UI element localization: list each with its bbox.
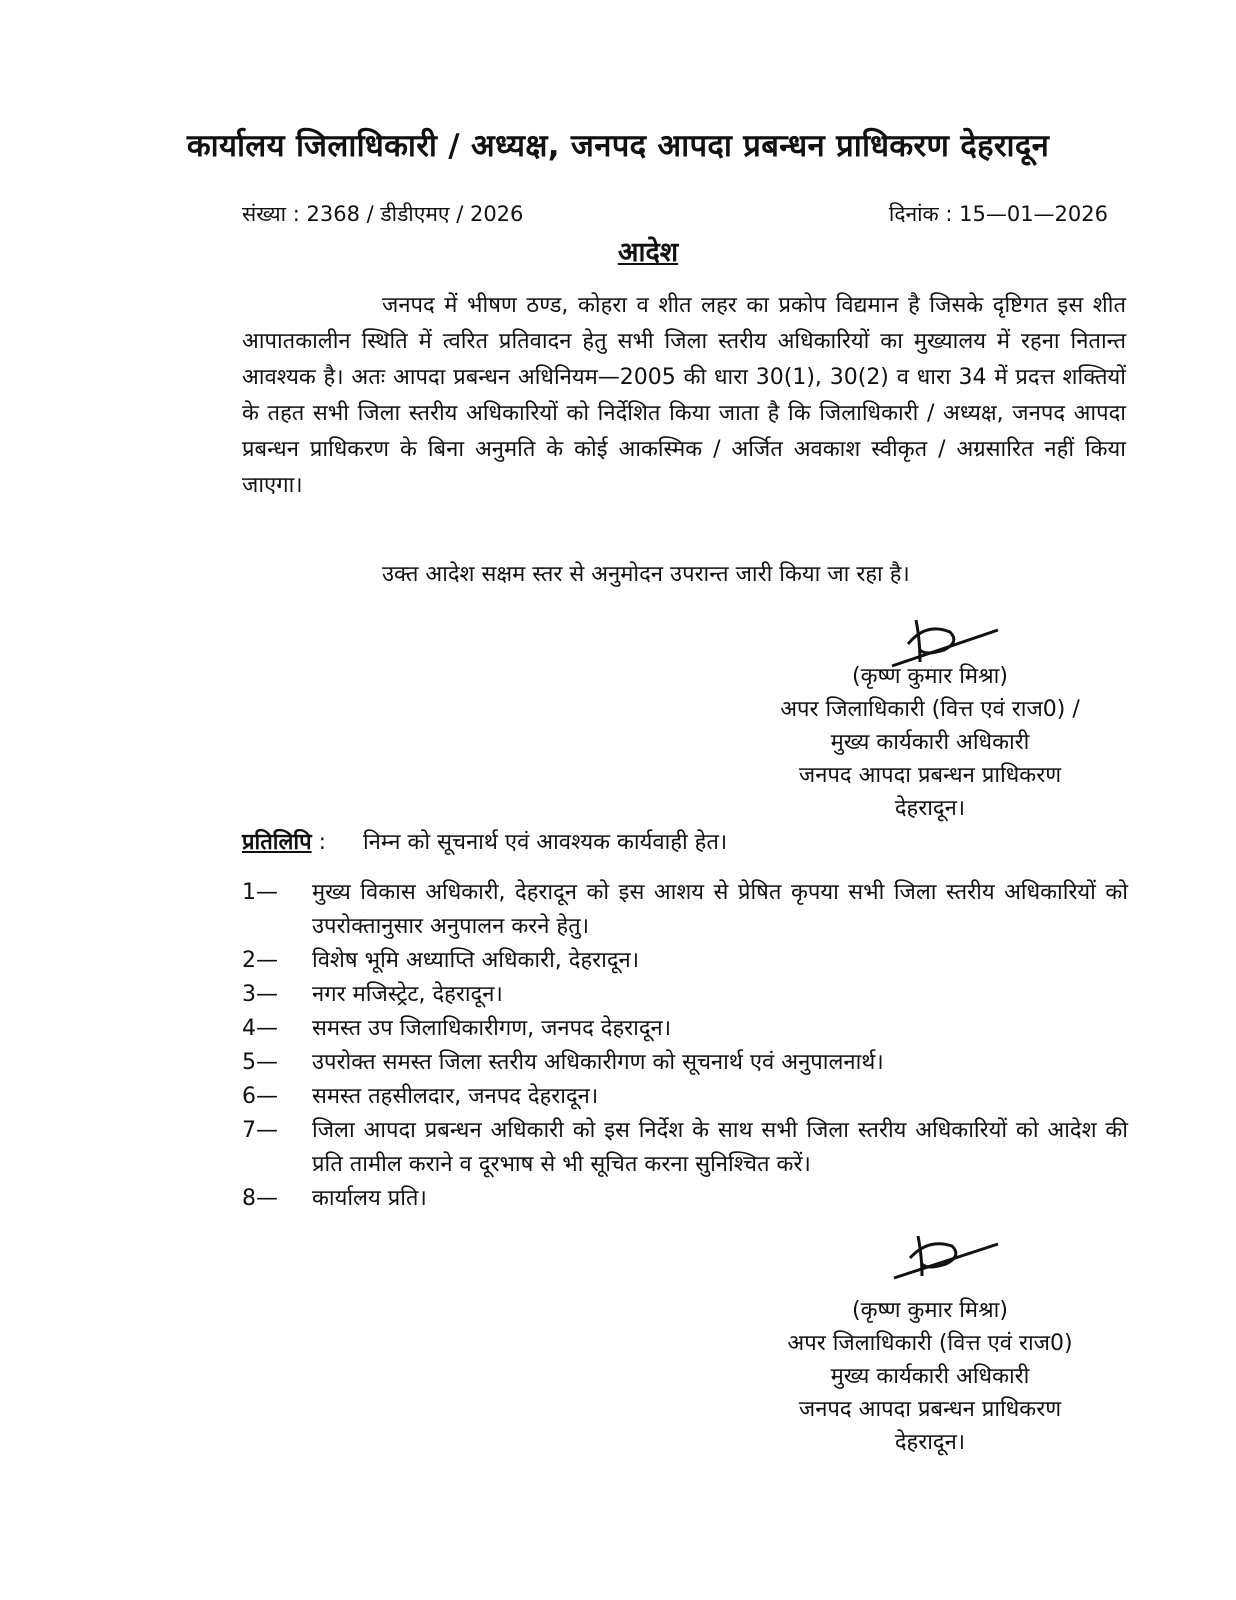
- list-text: नगर मजिस्ट्रेट, देहरादून।: [312, 982, 503, 1007]
- list-number: 5—: [242, 1050, 278, 1075]
- list-item: [242, 1080, 1128, 1114]
- list-item: [242, 876, 1128, 944]
- signatory-block-2: [720, 1294, 1140, 1459]
- list-number: 4—: [242, 1016, 278, 1041]
- list-item: [242, 1114, 1128, 1182]
- reference-number: संख्या : 2368 / डीडीएमए / 2026: [242, 202, 524, 226]
- signatory-designation: अपर जिलाधिकारी (वित्त एवं राज0) /: [780, 697, 1080, 722]
- list-text: कार्यालय प्रति।: [312, 1186, 427, 1211]
- list-item: [242, 1012, 1128, 1046]
- signature-2: [886, 1228, 1006, 1292]
- list-text: उपरोक्त समस्त जिला स्तरीय अधिकारीगण को सूचनार्थ एवं अनुपालनार्थ।: [312, 1050, 884, 1075]
- list-text: समस्त उप जिलाधिकारीगण, जनपद देहरादून।: [312, 1016, 672, 1041]
- list-item: [242, 1182, 1128, 1216]
- list-number: 8—: [242, 1186, 278, 1211]
- list-text: मुख्य विकास अधिकारी, देहरादून को इस आशय से प्रेषित कृपया सभी जिला स्तरीय अधिकारियों को उपरोक्तानुसार अनुपालन करने हेतु।: [312, 880, 1128, 939]
- list-number: 7—: [242, 1118, 278, 1143]
- signatory-designation: अपर जिलाधिकारी (वित्त एवं राज0): [787, 1331, 1073, 1356]
- order-date: दिनांक : 15—01—2026: [888, 202, 1108, 226]
- signatory-designation: मुख्य कार्यकारी अधिकारी: [830, 1364, 1030, 1389]
- list-number: 3—: [242, 982, 278, 1007]
- order-heading: आदेश: [617, 237, 679, 268]
- list-number: 2—: [242, 948, 278, 973]
- order-body: जनपद में भीषण ठण्ड, कोहरा व शीत लहर का प्रकोप विद्यमान है जिसके दृष्टिगत इस शीत आपातकालीन स्थिति में त्वरित प्रतिवादन हेतु सभी जिला स्तरीय अधिकारियों का मुख्यालय में रहना नितान्त आवश्यक है। अतः आपदा प्रबन्धन अधिनियम—2005 की धारा 30(1), 30(2) व धारा 34 में प्रदत्त शक्तियों के तहत सभी जिला स्तरीय अधिकारियों को निर्देशित किया जाता है कि जिलाधिकारी / अध्यक्ष, जनपद आपदा प्रबन्धन प्राधिकरण के बिना अनुमति के कोई आकस्मिक / अर्जित अवकाश स्वीकृत / अग्रसारित नहीं किया जाएगा।: [242, 293, 1126, 498]
- list-item: [242, 944, 1128, 978]
- list-text: विशेष भूमि अध्याप्ति अधिकारी, देहरादून।: [312, 948, 640, 973]
- signatory-name: (कृष्ण कुमार मिश्रा): [852, 1298, 1008, 1323]
- signatory-place: देहरादून।: [894, 796, 966, 821]
- signatory-designation: मुख्य कार्यकारी अधिकारी: [830, 730, 1030, 755]
- list-item: [242, 1046, 1128, 1080]
- copy-line: [242, 826, 727, 856]
- list-text: जिला आपदा प्रबन्धन अधिकारी को इस निर्देश के साथ सभी जिला स्तरीय अधिकारियों को आदेश की प्रति तामील कराने व दूरभाष से भी सूचित करना सुनिश्चित करें।: [312, 1118, 1128, 1177]
- signatory-name: (कृष्ण कुमार मिश्रा): [852, 664, 1008, 689]
- copy-list: [242, 876, 1128, 1216]
- list-item: [242, 978, 1128, 1012]
- office-title: कार्यालय जिलाधिकारी / अध्यक्ष, जनपद आपदा प्रबन्धन प्राधिकरण देहरादून: [186, 128, 1050, 164]
- signatory-designation: जनपद आपदा प्रबन्धन प्राधिकरण: [798, 1397, 1062, 1422]
- list-number: 1—: [242, 880, 278, 905]
- copy-intro: निम्न को सूचनार्थ एवं आवश्यक कार्यवाही हेत।: [362, 830, 728, 855]
- signatory-place: देहरादून।: [894, 1430, 966, 1455]
- copy-label: प्रतिलिपि: [242, 830, 312, 855]
- signatory-designation: जनपद आपदा प्रबन्धन प्राधिकरण: [798, 763, 1062, 788]
- signatory-block-1: [720, 660, 1140, 825]
- list-text: समस्त तहसीलदार, जनपद देहरादून।: [312, 1084, 599, 1109]
- copy-separator: :: [311, 830, 333, 855]
- list-number: 6—: [242, 1084, 278, 1109]
- approval-note: उक्त आदेश सक्षम स्तर से अनुमोदन उपरान्त जारी किया जा रहा है।: [382, 562, 910, 587]
